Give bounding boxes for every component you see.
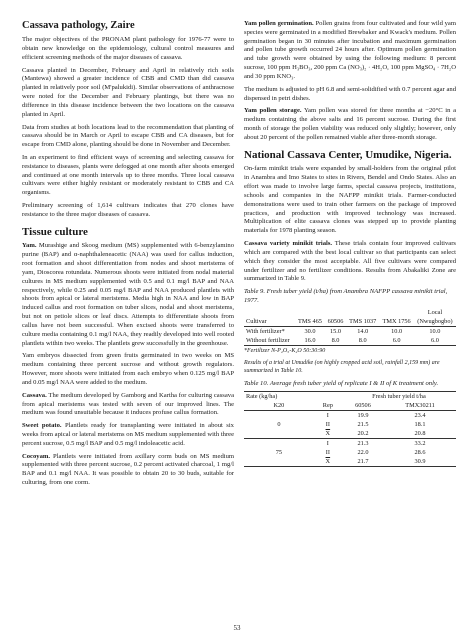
table-caption-text: Average fresh tuber yield of replicate I & II of K treatment only. bbox=[268, 379, 439, 387]
table-10-caption bbox=[244, 380, 456, 389]
paragraph-body: Pollen grains from four cultivated and four wild yam species were germinated in a modified Brewbaker and Kwack's medium. Pollen germination began in 30 minutes after incubation and maximum germination and pollen tube growth occurred 24 hours after. Optimum pollen germination and tube growth were obtained by using the following medium: 8 percent sucrose, 100 ppm H₃BO₃, 200 ppm Ca (NO₃)₂ · 4H₂O, 100 ppm MgSO₄ · 7H₂O and 30 ppm KNO₃. bbox=[244, 20, 456, 80]
table-cell: I bbox=[326, 440, 329, 448]
table-cell: 10.0 bbox=[429, 328, 441, 336]
header-cell: Cultivar bbox=[246, 318, 267, 326]
header-cell: Rep bbox=[322, 402, 333, 410]
page-number: 53 bbox=[233, 624, 241, 632]
table-row bbox=[244, 327, 456, 337]
table-cell bbox=[244, 429, 314, 439]
paragraph: Preliminary screening of 1,614 cultivars indicates that 270 clones have resistance to the three major diseases of cassava. bbox=[22, 202, 234, 218]
left-column bbox=[22, 20, 234, 492]
table-cell: 75 bbox=[275, 449, 283, 457]
table-9-caption bbox=[244, 288, 456, 305]
paragraph-lead: Yam. bbox=[22, 242, 37, 250]
table-cell: 30.0 bbox=[304, 328, 316, 336]
header-cell: TMX 1756 bbox=[382, 318, 411, 326]
paragraph: The medium is adjusted to pH 6.8 and semi-solidified with 0.7 percent agar and dispensed in petri dishes. bbox=[244, 85, 456, 102]
header-cell: (Nwugbogbo) bbox=[417, 318, 453, 326]
table-row bbox=[244, 457, 456, 467]
header-cell: Rate (kg/ha) bbox=[246, 393, 278, 401]
header-cell: K20 bbox=[273, 402, 285, 410]
table-cell: 15.0 bbox=[329, 328, 342, 336]
table-cell: 21.7 bbox=[357, 458, 369, 466]
table-header-row bbox=[244, 317, 456, 327]
table-number: Table 9. bbox=[244, 288, 266, 296]
paragraph-variety-trials bbox=[244, 240, 456, 284]
table-cell: 6.0 bbox=[392, 337, 401, 345]
table-row bbox=[244, 439, 456, 449]
paragraph: On-farm minikit trials were expanded by small-holders from the original pilot in Anambra and Imo States to sites in Rivers, Bendel and Ondo States. Also an effort was made to involve large farms, special cassava projects, institutions, schools and companies in the NAFPP minikit trials. Farmer-conducted demonstrations were used to train other farmers on the package of improved practices, and production with improved technology was increased. Multiplication of elite cassava clones was stepped up to provide planting materials for 1978 planting season. bbox=[244, 165, 456, 235]
table-cell: 21.3 bbox=[357, 440, 369, 448]
paragraph-lead: Cocoyam. bbox=[22, 452, 51, 460]
table-cell: 18.1 bbox=[414, 421, 426, 429]
paragraph: Cassava planted in December, February and April in relatively rich soils (Mantewa) showed a greater incidence of CBB and CMD than did cassava planted in relatively poor soil (M'palukidi). Similar observations of anthracnose were noted for the December and February plantings, but there was no difference in this disease incidence between the two locations on the cassava planted in April. bbox=[22, 66, 234, 118]
table-cell: 23.4 bbox=[414, 412, 426, 420]
table-9-note: Results of a trial at Umudike (on highly cropped acid soil, rainfall 2,159 mm) are summarized in Table 10. bbox=[244, 360, 440, 374]
table-cell: $\overline{X}$ bbox=[325, 430, 331, 438]
header-cell: 60506 bbox=[327, 318, 344, 326]
table-cell: 16.0 bbox=[304, 337, 316, 345]
table-9-footnote: *Fertilizer N-P₂O₅-K₂O 50:30:90 bbox=[244, 348, 326, 355]
table-cell bbox=[244, 457, 314, 467]
table-cell: $\overline{X}$ bbox=[325, 458, 331, 466]
header-cell: Fresh tuber yield t/ha bbox=[372, 393, 426, 401]
paragraph-lead: Sweet potato. bbox=[22, 422, 62, 430]
table-caption-text: Fresh tuber yield (t/ha) from Anambra NAFPP cassava minikit trial, 1977. bbox=[244, 288, 448, 304]
header-cell: TMS 1037 bbox=[349, 318, 377, 326]
table-cell: 6.0 bbox=[430, 337, 439, 345]
table-cell: 8.0 bbox=[358, 337, 367, 345]
table-cell: II bbox=[325, 421, 330, 429]
paragraph-pollen-storage bbox=[244, 107, 456, 142]
header-cell: TMX30211 bbox=[405, 402, 435, 410]
table-cell: 21.5 bbox=[357, 421, 369, 429]
paragraph-body: Yam pollen was stored for three months at −20°C in a medium containing the above salts and 16 percent sucrose. During the first month of storage the pollen viability was reduced only slightly; however, only about 20 percent of the pollen remained viable after three-month storage. bbox=[244, 107, 457, 141]
paragraph: The major objectives of the PRONAM plant pathology for 1976-77 were to obtain new knowledge on the epidemiology, cultural control measures and efficient screening methods of the major diseases of cassava. bbox=[22, 36, 234, 61]
paragraph-body: Plantlets ready for transplanting were initiated in about six weeks from apical or lateral meristems on MS medium supplemented with three percent sucrose, 0.5 mg/l BAP and 0.5 mg/l indoleacetic acid. bbox=[22, 422, 234, 447]
table-cell: 10.0 bbox=[391, 328, 403, 336]
paragraph-body: These trials contain four improved cultivars which are compared with the best local cultivar so that participants can select which they consider the most acceptable. All five cultivars were compared under fertilizer and no fertilizer conditions. Results from Abakaliki Zone are summarized in Table 9. bbox=[244, 240, 456, 283]
table-cell: 28.6 bbox=[414, 449, 426, 457]
table-header-row bbox=[244, 392, 456, 402]
header-cell: TMS 465 bbox=[297, 318, 322, 326]
header-cell: Local bbox=[427, 309, 443, 317]
table-number: Table 10. bbox=[244, 379, 269, 387]
table-cell: I bbox=[326, 412, 329, 420]
paragraph-body: Murashige and Skoog medium (MS) supplemented with 6-benzylamino purine (BAP) and α-naphthaleneacetic (NAA) was used for callus induction, root formation and shoot differentiation from nodes and shoot meristems of yam, Dioscorea rotundata. Numerous shoots were initiated from nodal material cultures in MS medium supplemented with 0.5 and 0.1 mg/l BAP and NAA respectively, while 0.25 and 0.05 mg/l BAP and NAA produced plantlets with shoots from apical or lateral meristems. Media high in NAA and low in BAP induced callus and root formation on tuber slices, nodal and shoot meristems, but not on petiole slices or leaf discs. Attempts to differentiate shoots from callus have not been successful. When excised shoots were transferred to culture media containing 0.1 mg/l NAA, they readily developed into well rooted plantlets within two weeks. The plantlets grew successfully in the greenhouse. bbox=[22, 242, 234, 347]
table-row bbox=[244, 411, 456, 421]
table-cell: 20.8 bbox=[414, 430, 426, 438]
paragraph: Yam embryos dissected from green fruits germinated in two weeks on MS medium containing three percent sucrose and without growth regulators. However, more shoots were initiated from each embryo when 0.125 mg/l BAP and 0.05 mg/l NAA were added to the medium. bbox=[22, 352, 234, 386]
paragraph: Data from studies at both locations lead to the recommendation that planting of cassava should be in March or April to escape CBB and CA diseases, but for escape from CMD alone, planting should be done in November and December. bbox=[22, 123, 234, 149]
header-cell: 60506 bbox=[355, 402, 371, 410]
table-header-row bbox=[244, 401, 456, 411]
paragraph-body: The medium developed by Gamborg and Kartha for culturing cassava from apical meristems was tested with seven of our improved lines. The medium was found unsuitable because it induces profuse callus formation. bbox=[22, 391, 234, 417]
table-cell: 8.0 bbox=[331, 337, 340, 345]
table-row bbox=[244, 448, 456, 457]
table-cell: 30.9 bbox=[414, 458, 426, 466]
heading-tissue-culture: Tissue culture bbox=[22, 225, 88, 238]
paragraph-cassava bbox=[22, 392, 234, 418]
table-cell: 33.2 bbox=[414, 440, 426, 448]
row-label: With fertilizer* bbox=[246, 328, 285, 336]
paragraph-cocoyam bbox=[22, 453, 234, 488]
table-row bbox=[244, 429, 456, 439]
table-9 bbox=[244, 308, 456, 346]
row-label: Without fertilizer bbox=[246, 337, 290, 345]
table-cell bbox=[244, 439, 314, 449]
table-row bbox=[244, 420, 456, 429]
table-cell bbox=[244, 411, 314, 421]
right-column bbox=[244, 20, 456, 467]
table-cell: 14.0 bbox=[357, 328, 369, 336]
table-cell: 20.2 bbox=[357, 430, 369, 438]
table-cell: 22.0 bbox=[357, 449, 369, 457]
table-10 bbox=[244, 391, 456, 467]
paragraph-lead: Cassava variety minikit trials. bbox=[244, 240, 333, 248]
heading-national-cassava-center: National Cassava Center, Umudike, Nigeria. bbox=[244, 148, 452, 161]
table-cell: 19.9 bbox=[357, 412, 369, 420]
table-header-row bbox=[244, 308, 456, 317]
heading-cassava-pathology: Cassava pathology, Zaire bbox=[22, 20, 135, 31]
paragraph-sweet-potato bbox=[22, 422, 234, 448]
paragraph-lead: Cassava. bbox=[22, 391, 47, 399]
paragraph-body: Plantlets were initiated from axillary corm buds on MS medium supplemented with three percent sucrose, 0.2 percent activated charcoal, 1 mg/l BAP and 0.1 mg/l NAA. It was possible to obtain 20 to 30 buds, suitable for culturing, from one corm. bbox=[22, 452, 234, 487]
paragraph-pollen-germination bbox=[244, 20, 456, 82]
table-cell: II bbox=[325, 449, 330, 457]
table-row bbox=[244, 336, 456, 346]
paragraph: In an experiment to find efficient ways of screening and selecting cassava for resistance to diseases, plants were defogged at one month after shoots emerged and continued at one month intervals up to three months. Three local cassava cultivars were either highly resistant or moderately resistant to CBB and CA organisms. bbox=[22, 154, 234, 197]
paragraph-lead: Yam pollen germination. bbox=[244, 20, 314, 27]
paragraph-lead: Yam pollen storage. bbox=[244, 107, 302, 115]
paragraph-yam bbox=[22, 242, 234, 348]
table-cell: 0 bbox=[277, 421, 281, 429]
